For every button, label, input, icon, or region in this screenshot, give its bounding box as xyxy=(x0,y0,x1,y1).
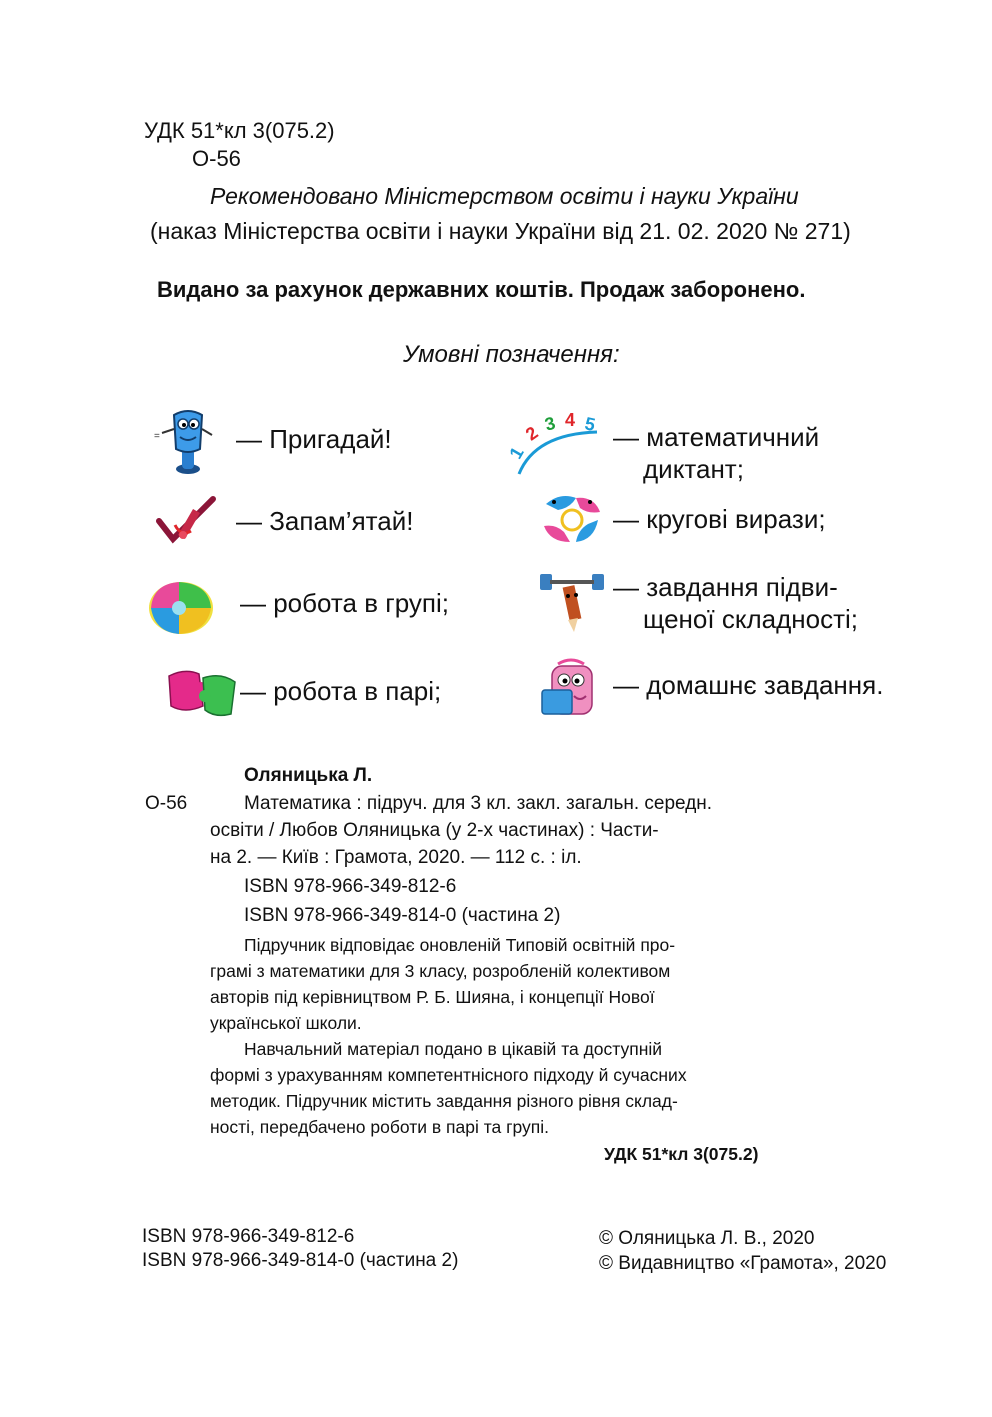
arc-digit-4: 4 xyxy=(565,410,576,430)
legend-text-homework: — домашнє завдання. xyxy=(613,670,884,700)
legend-text-dictation-1: — математичний xyxy=(613,422,820,452)
annotation-line-5: Навчальний матеріал подано в цікавій та доступній xyxy=(244,1039,663,1059)
free-distribution-notice: Видано за рахунок державних коштів. Продаж заборонено. xyxy=(157,277,806,302)
legend-text-memorize: — Запам’ятай! xyxy=(236,506,414,536)
copyright-publisher: © Видавництво «Грамота», 2020 xyxy=(599,1253,887,1274)
number-arc-icon xyxy=(505,408,611,478)
library-code: О-56 xyxy=(192,146,241,171)
legend-text-remember: — Пригадай! xyxy=(236,424,392,454)
bib-line-2: освіти / Любов Оляницька (у 2-х частинах) : Части- xyxy=(210,820,659,841)
bib-author: Оляницька Л. xyxy=(244,765,373,786)
arc-digit-5: 5 xyxy=(583,413,597,436)
annotation-line-3: авторів під керівництвом Р. Б. Шияна, і концепції Нової xyxy=(210,987,655,1007)
puzzle-pair-icon xyxy=(165,666,241,720)
bib-isbn-1: ISBN 978-966-349-812-6 xyxy=(244,876,457,897)
fish-circle-icon xyxy=(540,490,604,548)
bib-line-3: на 2. — Київ : Грамота, 2020. — 112 с. : іл. xyxy=(210,847,582,868)
annotation-line-4: української школи. xyxy=(210,1013,362,1033)
legend-text-advanced-1: — завдання підви- xyxy=(613,572,838,602)
legend-text-advanced-2: щеної складності; xyxy=(643,604,859,634)
legend-text-group-work: — робота в групі; xyxy=(240,588,449,618)
legend-title: Умовні позначення: xyxy=(403,341,620,368)
bib-udk: УДК 51*кл 3(075.2) xyxy=(604,1144,759,1164)
legend-text-circular: — кругові вирази; xyxy=(613,504,826,534)
footer-isbn-1: ISBN 978-966-349-812-6 xyxy=(142,1226,355,1247)
bib-code: О-56 xyxy=(145,793,188,814)
arc-digit-2: 2 xyxy=(521,422,542,445)
arc-digit-3: 3 xyxy=(542,412,558,435)
svg-text:=: = xyxy=(154,431,160,442)
annotation-line-1: Підручник відповідає оновленій Типовій освітній про- xyxy=(244,935,676,955)
legend-text-dictation-2: диктант; xyxy=(643,454,744,484)
udk-code: УДК 51*кл 3(075.2) xyxy=(144,118,335,143)
annotation-line-2: грамі з математики для 3 класу, розробленій колективом xyxy=(210,961,671,981)
checkmark-pencil-icon xyxy=(153,495,219,547)
bib-line-1: Математика : підруч. для 3 кл. закл. загальн. середн. xyxy=(244,793,713,814)
order-line: (наказ Міністерства освіти і науки України від 21. 02. 2020 № 271) xyxy=(150,218,851,244)
arc-digit-1: 1 xyxy=(505,443,528,463)
bib-isbn-2: ISBN 978-966-349-814-0 (частина 2) xyxy=(244,905,561,926)
annotation-line-7: методик. Підручник містить завдання різного рівня склад- xyxy=(210,1091,678,1111)
robot-character-icon xyxy=(152,405,218,477)
footer-isbn-2: ISBN 978-966-349-814-0 (частина 2) xyxy=(142,1250,459,1271)
annotation-line-8: ності, передбачено роботи в парі та групі. xyxy=(210,1117,550,1137)
weightlifter-pencil-icon xyxy=(538,568,606,634)
copyright-author: © Оляницька Л. В., 2020 xyxy=(599,1228,815,1249)
puzzle-group-icon xyxy=(147,578,215,636)
annotation-line-6: формі з урахуванням компетентнісного підходу й сучасних xyxy=(210,1065,687,1085)
recommendation-line: Рекомендовано Міністерством освіти і науки України xyxy=(210,183,799,209)
legend-text-pair-work: — робота в парі; xyxy=(240,676,442,706)
backpack-icon xyxy=(538,656,604,720)
